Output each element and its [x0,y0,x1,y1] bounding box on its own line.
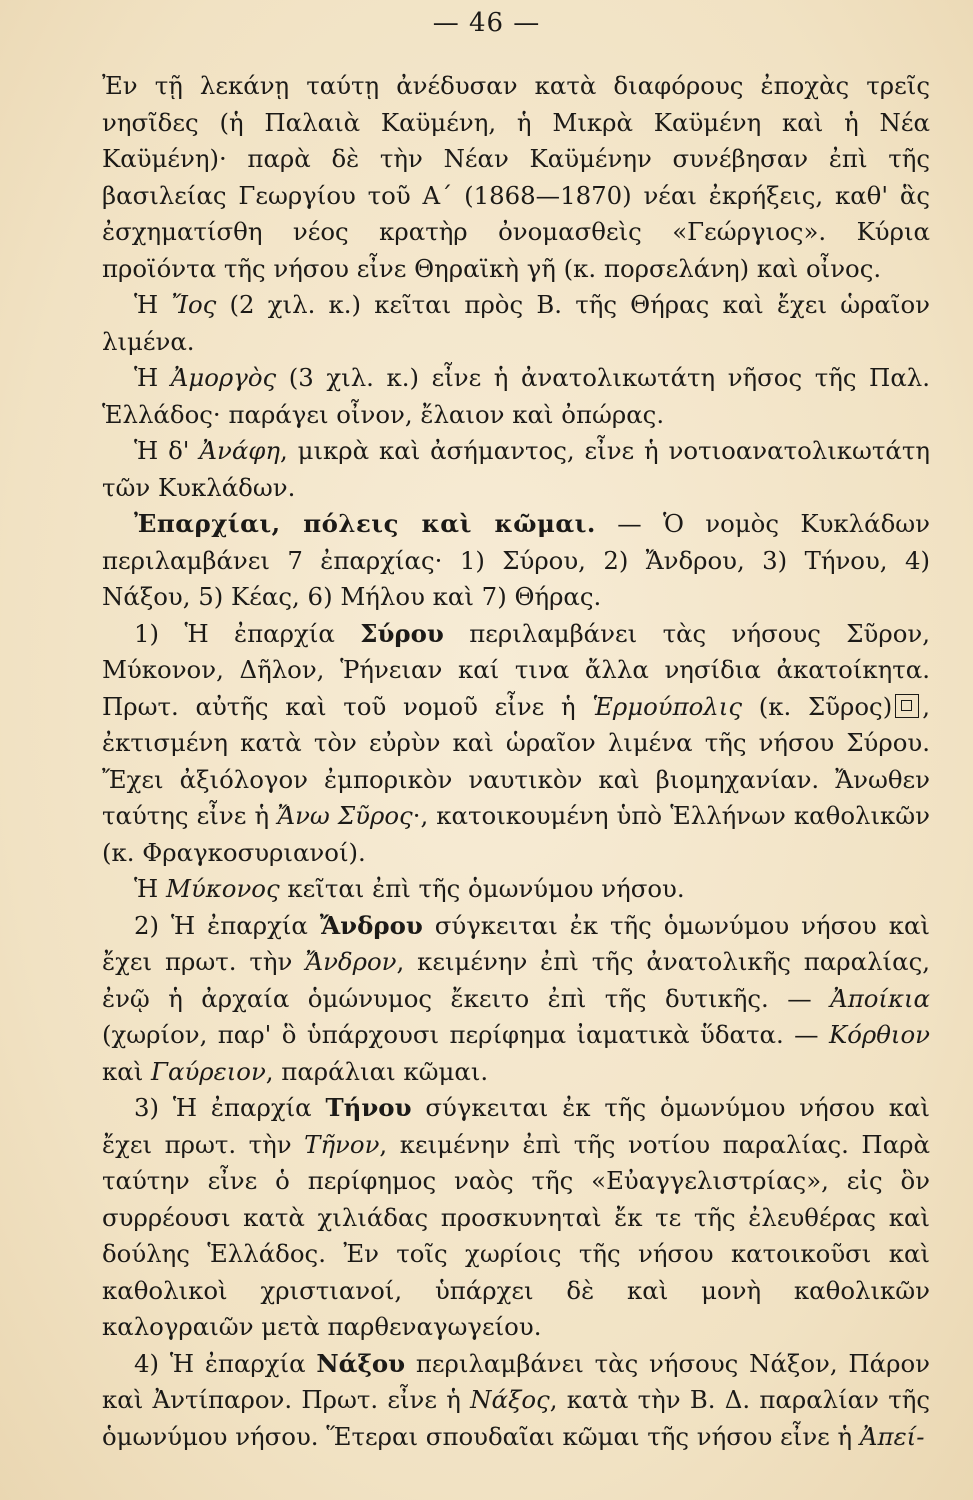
paragraph-andros-province: 2) Ἡ ἐπαρχία Ἄνδρου σύγκειται ἐκ τῆς ὁμωνύμου νήσου καὶ ἔχει πρωτ. τὴν Ἄνδρον, κειμένην ἐπὶ τῆς ἀνατολικῆς παραλίας, ἐνῷ ἡ ἀρχαία ὁμώνυμος ἔκειτο ἐπὶ τῆς δυτικῆς. — Ἀποίκια (χωρίον, παρ' ὃ ὑπάρχουσι περίφημα ἰαματικὰ ὕδατα. — Κόρθιον καὶ Γαύρειον, παράλιαι κῶμαι. [102,910,931,1086]
paragraph-anafi: Ἡ δ' Ἀνάφη, μικρὰ καὶ ἀσήμαντος, εἶνε ἡ νοτιοανατολικωτάτη τῶν Κυκλάδων. [102,436,930,502]
capital-name: Νάξος [470,1385,550,1414]
capital-marker-icon [895,694,919,718]
paragraph-provinces-intro: Ἐπαρχίαι, πόλεις καὶ κῶμαι. — Ὁ νομὸς Κυκλάδων περιλαμβάνει 7 ἐπαρχίας· 1) Σύρου, 2) Ἄνδρου, 3) Τήνου, 4) Νάξου, 5) Κέας, 6) Μήλου καὶ 7) Θήρας. [102,509,930,611]
island-name: Ἀνάφη [199,436,280,465]
paragraph-mykonos: Ἡ Μύκονος κεῖται ἐπὶ τῆς ὁμωνύμου νήσου. [134,874,685,903]
paragraph-amorgos: Ἡ Ἀμοργὸς (3 χιλ. κ.) εἶνε ἡ ἀνατολικωτάτη νῆσος τῆς Παλ. Ἑλλάδος· παράγει οἶνον, ἔλαιον καὶ ὀπώρας. [102,363,930,429]
village-name: Κόρθιον [828,1020,930,1049]
province-name: Ἄνδρου [319,910,423,940]
paragraph-naxos-province: 4) Ἡ ἐπαρχία Νάξου περιλαμβάνει τὰς νήσους Νάξον, Πάρον καὶ Ἀντίπαρον. Πρωτ. εἶνε ἡ Νάξος, κατὰ τὴν Β. Δ. παραλίαν τῆς ὁμωνύμου νήσου. Ἕτεραι σπουδαῖαι κῶμαι τῆς νήσου εἶνε ἡ Ἀπεί- [102,1348,930,1451]
village-name: Γαύρειον [151,1056,266,1086]
paragraph-ios: Ἡ Ἴος (2 χιλ. κ.) κεῖται πρὸς Β. τῆς Θήρας καὶ ἔχει ὡραῖον λιμένα. [102,290,930,356]
village-name: Ἀποίκια [830,983,930,1013]
town-name: Ἄνω Σῦρος [277,801,413,830]
town-name: Μύκονος [165,874,280,903]
town-name: Ἀπεί- [859,1421,925,1451]
section-heading: Ἐπαρχίαι, πόλεις καὶ κῶμαι. [134,509,596,538]
province-name: Νάξου [316,1348,406,1378]
island-name: Ἀμοργὸς [170,363,277,392]
island-name: Ἴος [171,290,217,319]
paragraph-santorini-islets: Ἐν τῇ λεκάνῃ ταύτῃ ἀνέδυσαν κατὰ διαφόρους ἐποχὰς τρεῖς νησῖδες (ἡ Παλαιὰ Καϋμένη, ἡ Μικρὰ Καϋμένη καὶ ἡ Νέα Καϋμένη)· παρὰ δὲ τὴν Νέαν Καϋμένην συνέβησαν ἐπὶ τῆς βασιλείας Γεωργίου τοῦ Α΄ (1868—1870) νέαι ἐκρήξεις, καθ' ἃς ἐσχηματίσθη νέος κρατὴρ ὀνομασθεὶς «Γεώργιος». Κύρια προϊόντα τῆς νήσου εἶνε Θηραϊκὴ γῆ (κ. πορσελάνη) καὶ οἶνος. [102,71,930,283]
page-number: — 46 — [432,8,541,38]
body-text [102,68,930,1455]
capital-name: Ἑρμούπολις [592,691,742,721]
province-name: Τήνου [325,1093,412,1122]
paragraph-syros-province: 1) Ἡ ἐπαρχία Σύρου περιλαμβάνει τὰς νήσους Σῦρον, Μύκονον, Δῆλον, Ῥήνειαν καί τινα ἄλλα νησίδια ἀκατοίκητα. Πρωτ. αὐτῆς καὶ τοῦ νομοῦ εἶνε ἡ Ἑρμούπολις (κ. Σῦρος) , ἐκτισμένη κατὰ τὸν εὐρὺν καὶ ὡραῖον λιμένα τῆς νήσου Σύρου. Ἔχει ἀξιόλογον ἐμπορικὸν ναυτικὸν καὶ βιομηχανίαν. Ἄνωθεν ταύτης εἶνε ἡ Ἄνω Σῦρος·, κατοικουμένη ὑπὸ Ἑλλήνων καθολικῶν (κ. Φραγκοσυριανοί). [102,618,930,867]
capital-name: Τῆνον [304,1129,380,1159]
paragraph-tinos-province: 3) Ἡ ἐπαρχία Τήνου σύγκειται ἐκ τῆς ὁμωνύμου νήσου καὶ ἔχει πρωτ. τὴν Τῆνον, κειμένην ἐπὶ τῆς νοτίου παραλίας. Παρὰ ταύτην εἶνε ὁ περίφημος ναὸς τῆς «Εὐαγγελιστρίας», εἰς ὃν συρρέουσι κατὰ χιλιάδας προσκυνηταὶ ἔκ τε τῆς ἐλευθέρας καὶ δούλης Ἑλλάδος. Ἐν τοῖς χωρίοις τῆς νήσου κατοικοῦσι καὶ καθολικοὶ χριστιανοί, ὑπάρχει δὲ καὶ μονὴ καθολικῶν καλογραιῶν μετὰ παρθεναγωγείου. [102,1093,930,1341]
capital-name: Ἄνδρον [305,947,397,976]
province-name: Σύρου [360,618,444,648]
